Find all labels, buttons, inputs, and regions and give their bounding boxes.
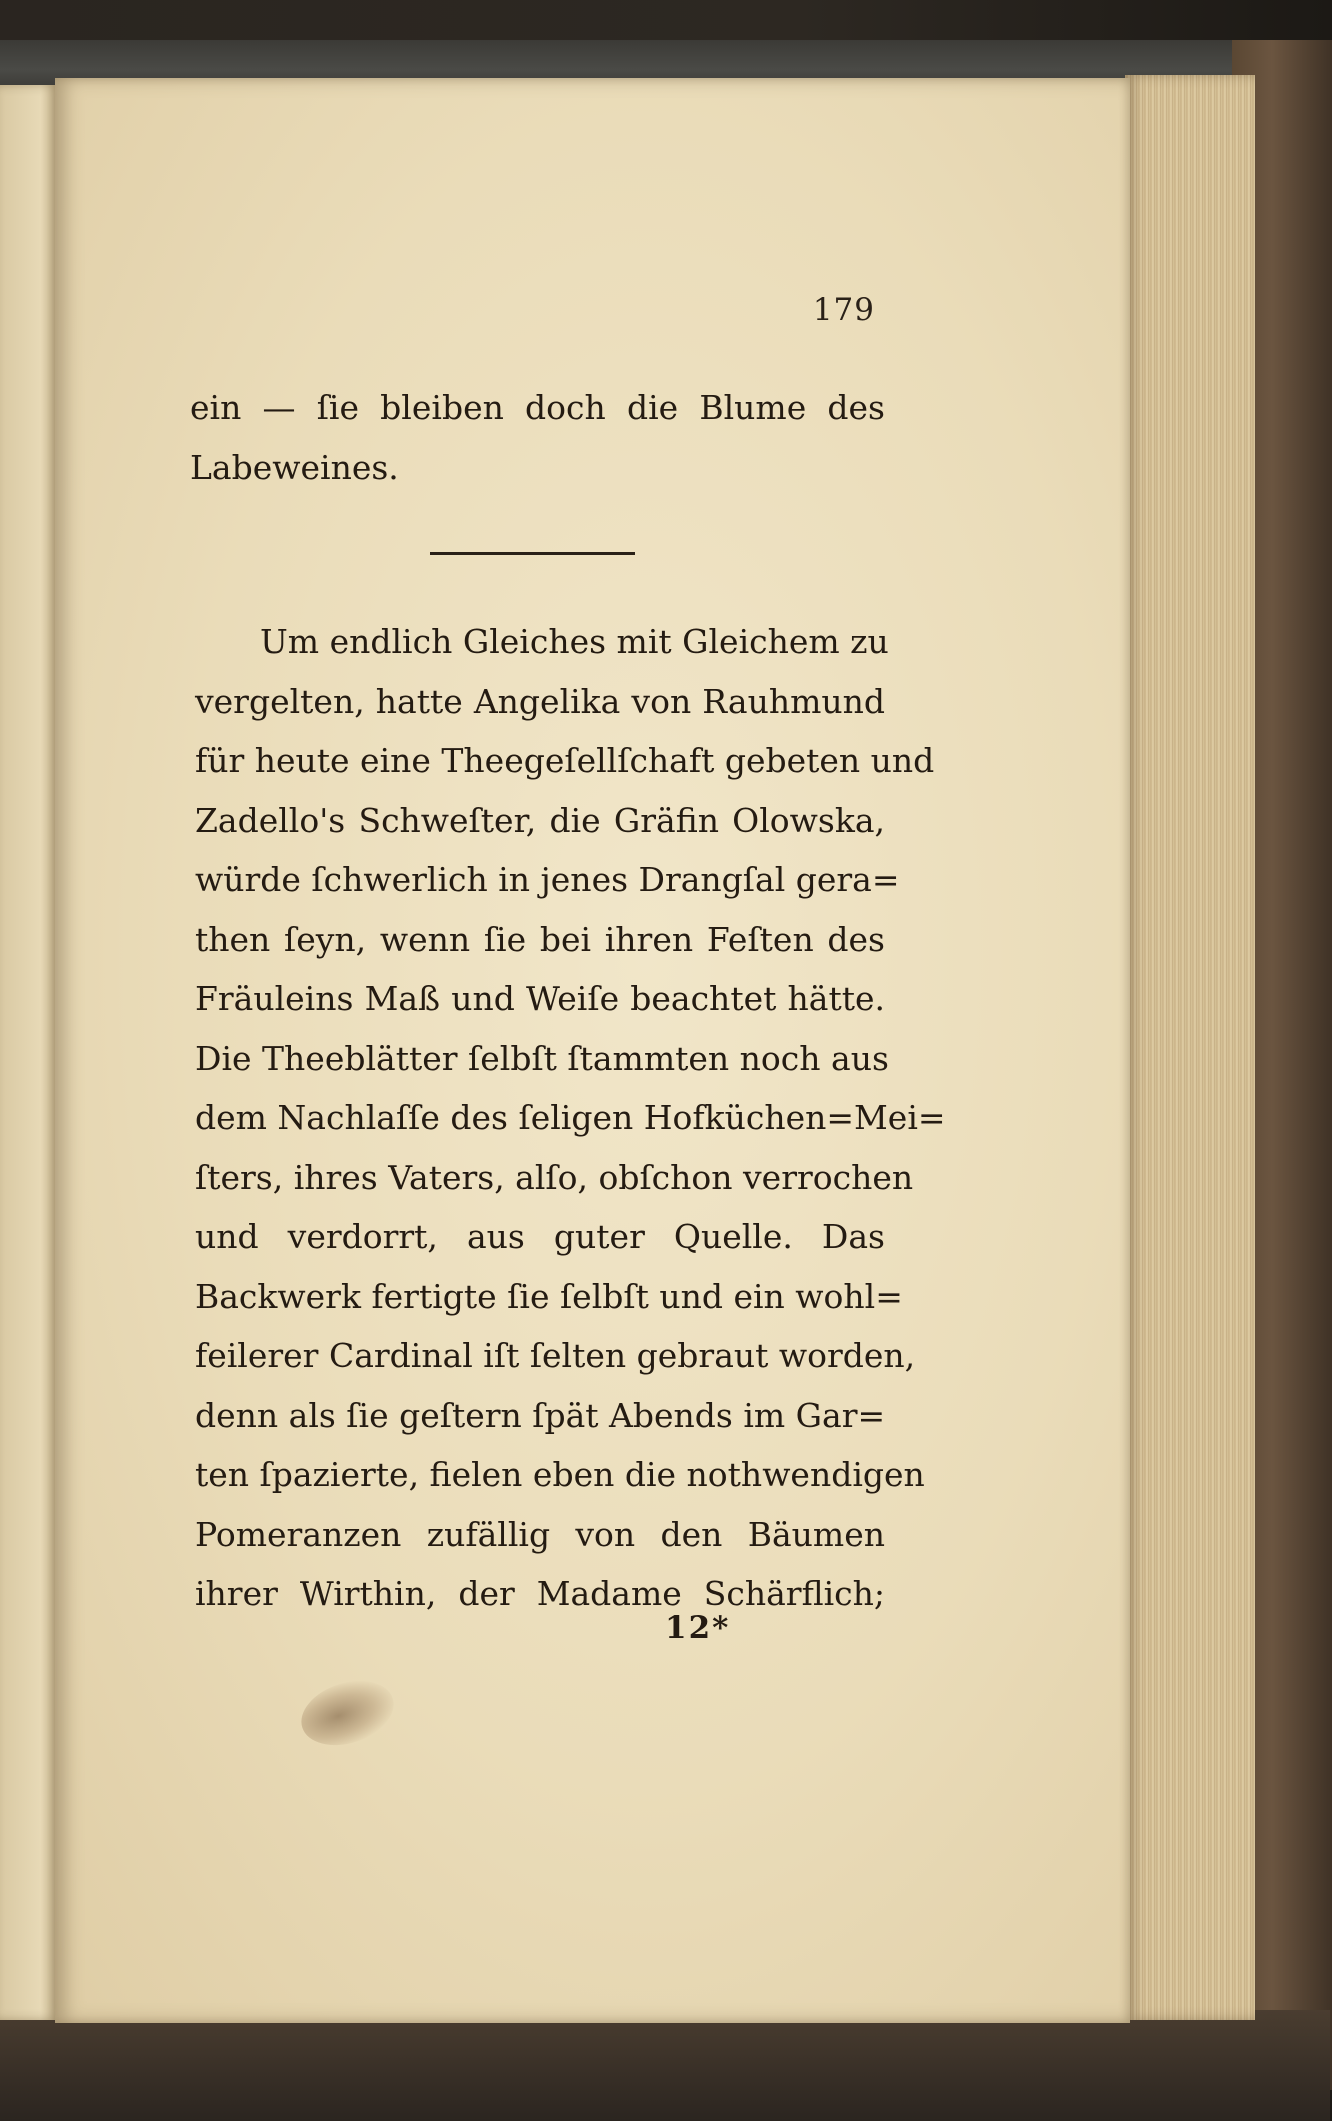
text-line: Pomeranzen zufällig von den Bäumen bbox=[195, 1514, 885, 1554]
text-line: Backwerk fertigte ſie ſelbſt und ein wohl= bbox=[195, 1276, 903, 1316]
text-line: Die Theeblätter ſelbſt ſtammten noch aus bbox=[195, 1038, 889, 1078]
text-line: vergelten, hatte Angelika von Rauhmund bbox=[195, 681, 885, 721]
facing-page bbox=[0, 85, 58, 2020]
text-line: denn als ſie geſtern ſpät Abends im Gar= bbox=[195, 1395, 886, 1435]
text-line: feilerer Cardinal iſt ſelten gebraut worden, bbox=[195, 1336, 916, 1375]
section-separator bbox=[430, 552, 635, 555]
ink-stain bbox=[293, 1670, 402, 1756]
text-line: Labeweines. bbox=[190, 447, 399, 487]
text-line: Um endlich Gleiches mit Gleichem zu bbox=[260, 622, 889, 661]
text-line: ihrer Wirthin, der Madame Schärflich; bbox=[195, 1574, 885, 1613]
text-line: ſters, ihres Vaters, alſo, obſchon verrochen bbox=[195, 1157, 914, 1197]
text-line: Zadello's Schweſter, die Gräfin Olowska, bbox=[195, 800, 885, 840]
text-line: ten ſpazierte, fielen eben die nothwendigen bbox=[195, 1455, 925, 1494]
page-number: 179 bbox=[812, 292, 875, 328]
book-cover-bottom bbox=[0, 2010, 1330, 2121]
text-line: dem Nachlaſſe des ſeligen Hofküchen=Mei= bbox=[195, 1098, 946, 1137]
printer-signature-mark: 12* bbox=[665, 1610, 731, 1646]
text-line: für heute eine Theegeſellſchaft gebeten und bbox=[195, 741, 935, 780]
opening-text bbox=[190, 378, 885, 497]
text-line: würde ſchwerlich in jenes Drangſal gera= bbox=[195, 860, 900, 899]
text-line: Fräuleins Maß und Weiſe beachtet hätte. bbox=[195, 979, 885, 1018]
page-edges bbox=[1125, 75, 1255, 2020]
text-line: und verdorrt, aus guter Quelle. Das bbox=[195, 1217, 885, 1256]
text-line: then ſeyn, wenn ſie bei ihren Feſten des bbox=[195, 919, 885, 959]
text-line: ein — ſie bleiben doch die Blume des bbox=[190, 388, 885, 427]
paragraph bbox=[195, 612, 946, 1624]
